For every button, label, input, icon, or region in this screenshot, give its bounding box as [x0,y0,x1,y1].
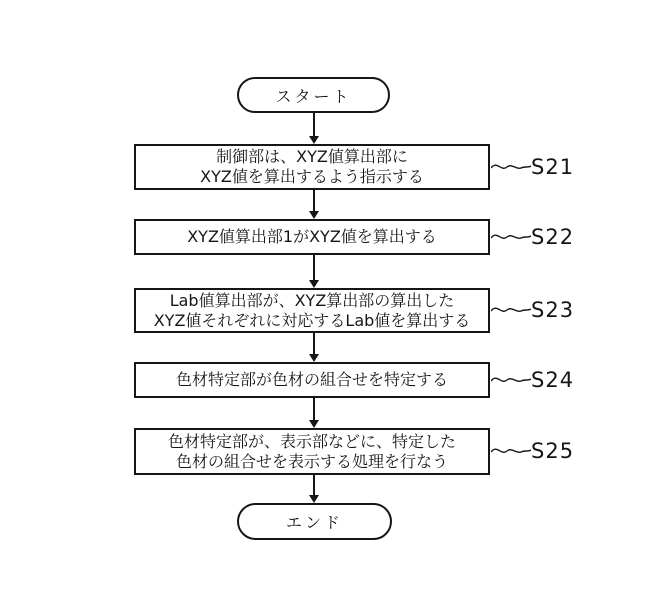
process-text-line: 色材特定部が、表示部などに、特定した [167,431,456,451]
flow-arrow-down [308,255,320,288]
step-label-s22: S22 [531,225,575,249]
arrow-head-icon [309,211,319,219]
process-box-s21 [134,144,490,190]
process-box-s25 [134,428,490,475]
arrow-head-icon [309,495,319,503]
end-terminal-label: エンド [285,513,343,532]
flow-arrow-down [308,333,320,362]
process-text-line: 色材の組合せを表示する処理を行なう [175,451,448,471]
process-box-s24 [134,362,490,398]
callout-squiggle-line [491,303,531,317]
arrow-head-icon [309,354,319,362]
process-box-s22 [134,219,490,255]
flow-arrow-down [308,190,320,219]
arrow-head-icon [309,136,319,144]
arrow-shaft [313,255,315,283]
process-text-line: XYZ値を算出するよう指示する [200,167,424,186]
arrow-head-icon [309,420,319,428]
callout-squiggle-line [491,444,531,458]
process-text-line: XYZ値それぞれに対応するLab値を算出する [153,310,471,330]
callout-squiggle-line [491,373,531,387]
step-label-s23: S23 [531,298,575,322]
flow-arrow-down [308,475,320,503]
process-text-line: XYZ値算出部1がXYZ値を算出する [187,227,437,246]
step-label-s21: S21 [531,155,575,179]
start-terminal [237,77,390,113]
step-label-s25: S25 [531,439,575,463]
flow-arrow-down [308,398,320,428]
step-label-s24: S24 [531,368,575,392]
process-text-line: Lab値算出部が、XYZ算出部の算出した [169,290,455,310]
start-terminal-label: スタート [275,86,352,106]
end-terminal [237,503,392,540]
process-box-s23 [134,288,490,333]
process-text-line: 制御部は、XYZ値算出部に [216,147,408,166]
arrow-head-icon [309,280,319,288]
process-text-line: 色材特定部が色材の組合せを特定する [175,370,448,389]
flow-arrow-down [308,113,320,144]
callout-squiggle-line [491,230,531,244]
callout-squiggle-line [491,160,531,174]
